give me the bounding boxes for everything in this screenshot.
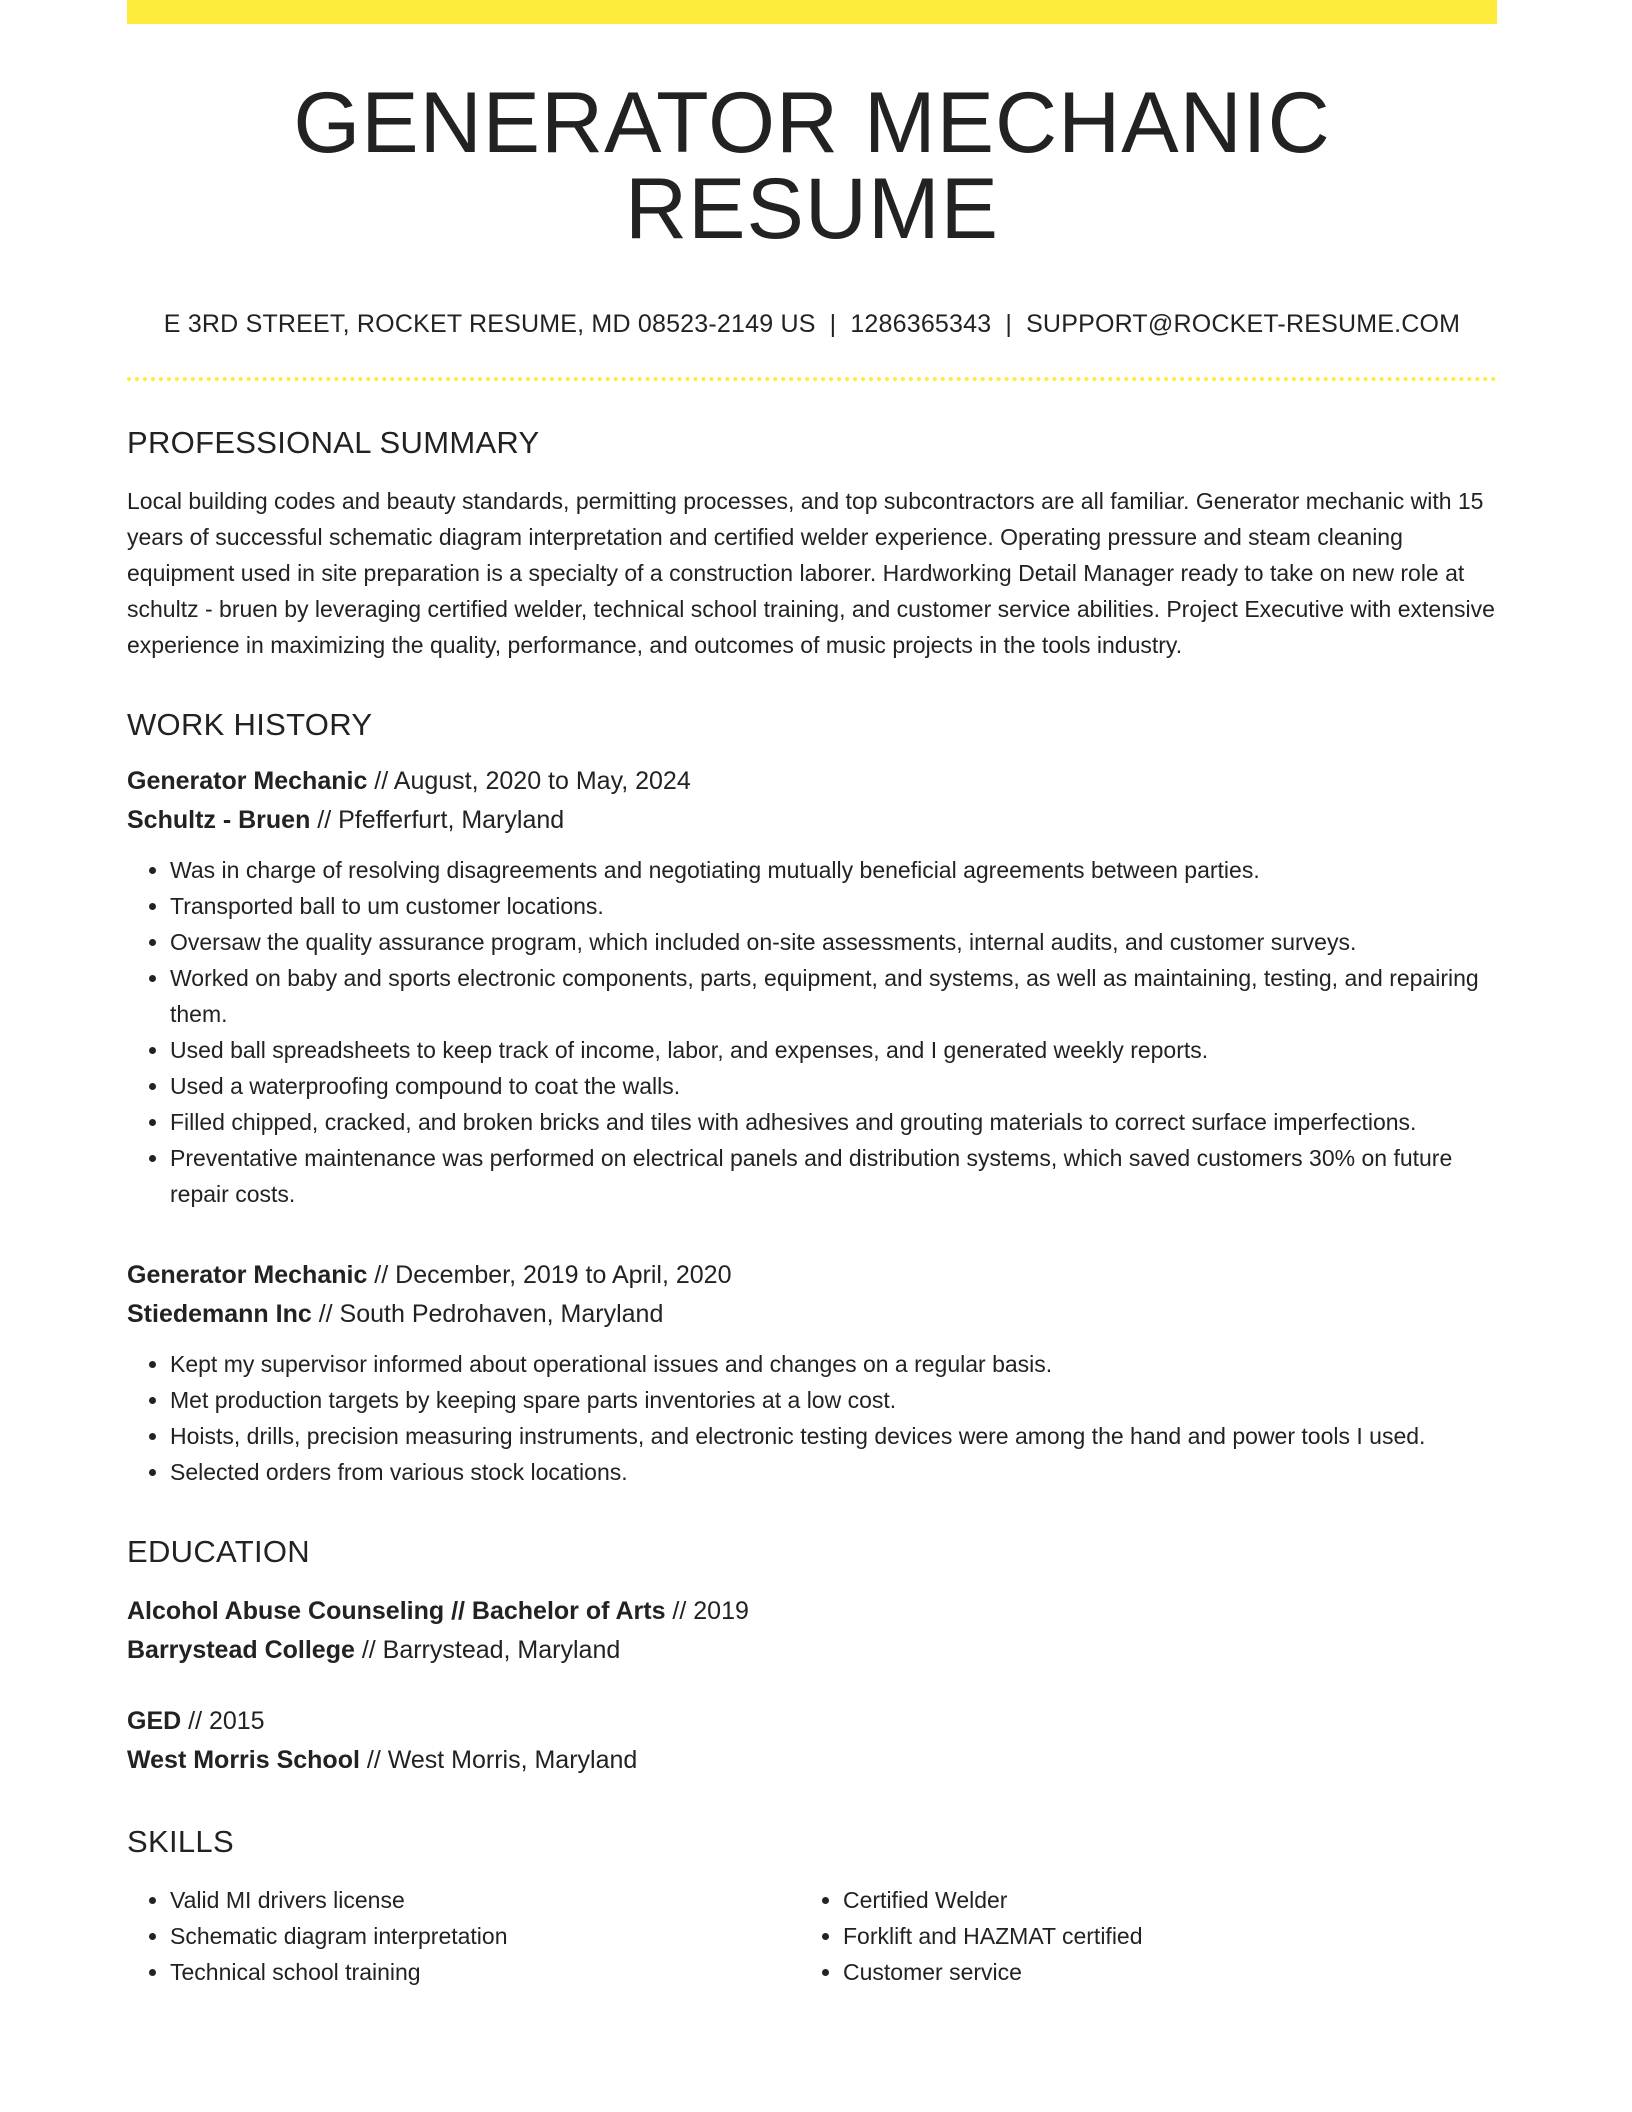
job-title: Generator Mechanic [127, 1261, 368, 1290]
skill-item: • Valid MI drivers license [170, 1882, 800, 1918]
job-company-line [127, 801, 1497, 840]
education-school: Barrystead College [127, 1635, 355, 1664]
work-history-heading: WORK HISTORY [127, 706, 373, 742]
summary-text: Local building codes and beauty standards, permitting processes, and top subcontractors are all familiar. Generator mechanic with 15 years of successful schematic diagram interpretation and certified welder experience. Operating pressure and steam cleaning equipment used in site preparation is a specialty of a construction laborer. Hardworking Detail Manager ready to take on new role at schultz - bruen by leveraging certified welder, technical school training, and customer service abilities. Project Executive with extensive experience in maximizing the quality, performance, and outcomes of music projects in the tools industry. [127, 487, 1495, 658]
job-location: // Pfefferfurt, Maryland [310, 806, 565, 835]
education-entry [127, 1702, 1497, 1780]
job-title-line [127, 1256, 1497, 1295]
job-entry [127, 1256, 1497, 1490]
education-school-line [127, 1631, 1497, 1670]
skill-item: • Schematic diagram interpretation [170, 1918, 800, 1954]
job-title-line [127, 762, 1497, 801]
job-duties-list [127, 1346, 1497, 1490]
job-entry [127, 762, 1497, 1212]
job-duty: • Used ball spreadsheets to keep track of income, labor, and expenses, and I generated weekly reports. [170, 1032, 1497, 1068]
job-company: Stiedemann Inc [127, 1300, 312, 1329]
education-degree: GED [127, 1706, 182, 1735]
job-company: Schultz - Bruen [127, 806, 311, 835]
contact-separator: | [1005, 310, 1013, 338]
job-duty: • Worked on baby and sports electronic components, parts, equipment, and systems, as well as maintaining, testing, and repairing them. [170, 960, 1497, 1032]
job-dates: // August, 2020 to May, 2024 [367, 767, 691, 796]
skills-heading: SKILLS [127, 1823, 234, 1859]
education-school: West Morris School [127, 1745, 360, 1774]
accent-bar [127, 0, 1497, 24]
job-duty: • Kept my supervisor informed about operational issues and changes on a regular basis. [170, 1346, 1497, 1382]
job-duty: • Hoists, drills, precision measuring instruments, and electronic testing devices were among the hand and power tools I used. [170, 1418, 1497, 1454]
contact-separator: | [829, 310, 837, 338]
job-duty: • Preventative maintenance was performed on electrical panels and distribution systems, which saved customers 30% on future repair costs. [170, 1140, 1497, 1212]
job-duty: • Filled chipped, cracked, and broken bricks and tiles with adhesives and grouting materials to correct surface imperfections. [170, 1104, 1497, 1140]
skill-item: • Technical school training [170, 1954, 800, 1990]
skill-item: • Certified Welder [843, 1882, 1473, 1918]
skills-column-right [800, 1882, 1473, 1990]
skills-list [127, 1882, 1497, 1990]
contact-phone: 1286365343 [850, 310, 992, 338]
contact-address: E 3RD STREET, ROCKET RESUME, MD 08523-2149 US [163, 310, 816, 338]
job-duty: • Was in charge of resolving disagreements and negotiating mutually beneficial agreements between parties. [170, 852, 1497, 888]
skill-item: • Forklift and HAZMAT certified [843, 1918, 1473, 1954]
header-divider [127, 377, 1497, 381]
job-duties-list [127, 852, 1497, 1212]
education-heading: EDUCATION [127, 1534, 310, 1570]
job-duty: • Used a waterproofing compound to coat the walls. [170, 1068, 1497, 1104]
contact-email: SUPPORT@ROCKET-RESUME.COM [1026, 310, 1461, 338]
education-year: // 2019 [665, 1596, 749, 1625]
job-company-line [127, 1295, 1497, 1334]
job-title: Generator Mechanic [127, 767, 368, 796]
education-year: // 2015 [181, 1706, 265, 1735]
job-duty: • Selected orders from various stock locations. [170, 1454, 1497, 1490]
education-degree: Alcohol Abuse Counseling // Bachelor of Arts [127, 1596, 666, 1625]
education-school-line [127, 1741, 1497, 1780]
page-title: GENERATOR MECHANIC RESUME [293, 75, 1331, 257]
education-degree-line [127, 1592, 1497, 1631]
education-location: // Barrystead, Maryland [354, 1635, 621, 1664]
job-duty: • Oversaw the quality assurance program, which included on-site assessments, internal audits, and customer surveys. [170, 924, 1497, 960]
job-duty: • Met production targets by keeping spare parts inventories at a low cost. [170, 1382, 1497, 1418]
job-duty: • Transported ball to um customer locations. [170, 888, 1497, 924]
contact-line [127, 310, 1497, 339]
education-entry [127, 1592, 1497, 1670]
skills-column-left [127, 1882, 800, 1990]
job-dates: // December, 2019 to April, 2020 [367, 1261, 732, 1290]
summary-heading: PROFESSIONAL SUMMARY [127, 425, 540, 460]
resume-page [127, 0, 1497, 1990]
skill-item: • Customer service [843, 1954, 1473, 1990]
job-location: // South Pedrohaven, Maryland [311, 1300, 664, 1329]
education-location: // West Morris, Maryland [359, 1745, 638, 1774]
education-degree-line [127, 1702, 1497, 1741]
